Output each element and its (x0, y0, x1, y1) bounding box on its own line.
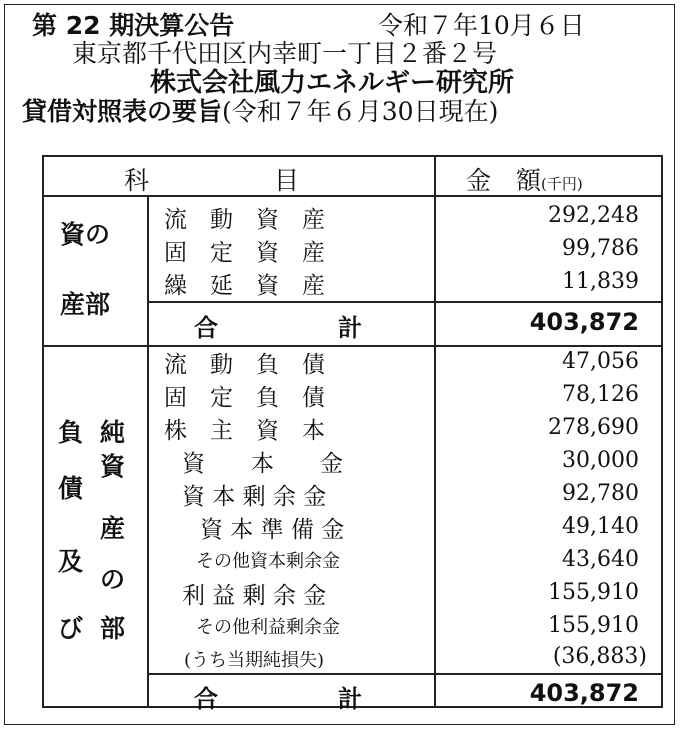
liab-section-label-col2-1: 資 (100, 452, 126, 481)
liab-total-label: 合 計 (194, 685, 362, 713)
column-header-item: 科 目 (124, 166, 300, 195)
company-address: 東京都千代田区内幸町一丁目２番２号 (72, 39, 498, 68)
liab-value: 155,910 (548, 613, 639, 638)
assets-total-divider (147, 301, 661, 303)
assets-total-label: 合 計 (194, 314, 362, 342)
liab-section-label-col2-0: 純 (100, 418, 126, 447)
liab-label-divider (147, 347, 149, 706)
company-name: 株式会社風力エネルギー研究所 (150, 68, 515, 98)
balance-sheet-title (22, 92, 498, 128)
liab-value: 47,056 (562, 349, 639, 374)
liab-total-divider (147, 673, 661, 675)
notice-date: 令和７年10月６日 (378, 11, 585, 40)
liab-label: 株 主 資 本 (164, 418, 325, 444)
liab-value: 78,126 (562, 382, 639, 407)
asset-label: 繰 延 資 産 (164, 273, 325, 299)
assets-total-value: 403,872 (529, 308, 639, 336)
liab-section-label-col2-4: 部 (100, 614, 126, 643)
liab-section-label-col1-1: 債 (58, 474, 84, 503)
liab-label: 資 本 剰 余 金 (182, 484, 327, 510)
asset-label: 固 定 資 産 (164, 240, 325, 266)
liab-section-label-col1-0: 負 (58, 418, 84, 447)
liab-section-label-col2-2: 産 (100, 514, 126, 543)
liab-section-label-col2-3: の (100, 565, 126, 594)
liab-value: 278,690 (548, 415, 639, 440)
liab-value: 155,910 (548, 580, 639, 605)
liab-label: その他資本剰余金 (196, 551, 340, 572)
liab-value: 43,640 (562, 547, 639, 572)
liab-label: 固 定 負 債 (164, 385, 325, 411)
assets-section-label-2: 産部 (60, 290, 111, 319)
liab-value: (36,883) (552, 644, 647, 669)
liab-label: 利 益 剰 余 金 (182, 583, 327, 609)
amount-column-divider (434, 157, 436, 706)
assets-label-divider (147, 197, 149, 347)
liab-section-label-col1-2: 及 (58, 547, 84, 576)
liab-value: 49,140 (562, 514, 639, 539)
balance-sheet-table (42, 155, 663, 713)
section-divider (44, 345, 661, 347)
column-header-amount (466, 161, 583, 197)
liab-label: 流 動 負 債 (164, 352, 325, 378)
asset-value: 292,248 (548, 203, 639, 228)
notice-title: 第 22 期決算公告 (32, 11, 235, 40)
liab-value: 30,000 (562, 448, 639, 473)
liab-section-label-col1-3: び (58, 614, 84, 643)
liab-label: その他利益剰余金 (196, 617, 340, 638)
amount-header-text: 金 額 (466, 166, 542, 195)
liab-label: 資 本 準 備 金 (200, 517, 345, 543)
asset-value: 11,839 (562, 269, 639, 294)
asset-label: 流 動 資 産 (164, 207, 325, 233)
liab-label: 資 本 金 (182, 451, 343, 477)
liab-label: (うち当期純損失) (184, 650, 325, 671)
unit-label: (千円) (541, 175, 583, 193)
liab-value: 92,780 (562, 481, 639, 506)
asset-value: 99,786 (562, 236, 639, 261)
bs-date: (令和７年６月30日現在) (222, 97, 499, 126)
assets-section-label-1: 資の (60, 220, 111, 249)
liab-total-value: 403,872 (529, 679, 639, 707)
bs-title-text: 貸借対照表の要旨 (22, 97, 223, 126)
